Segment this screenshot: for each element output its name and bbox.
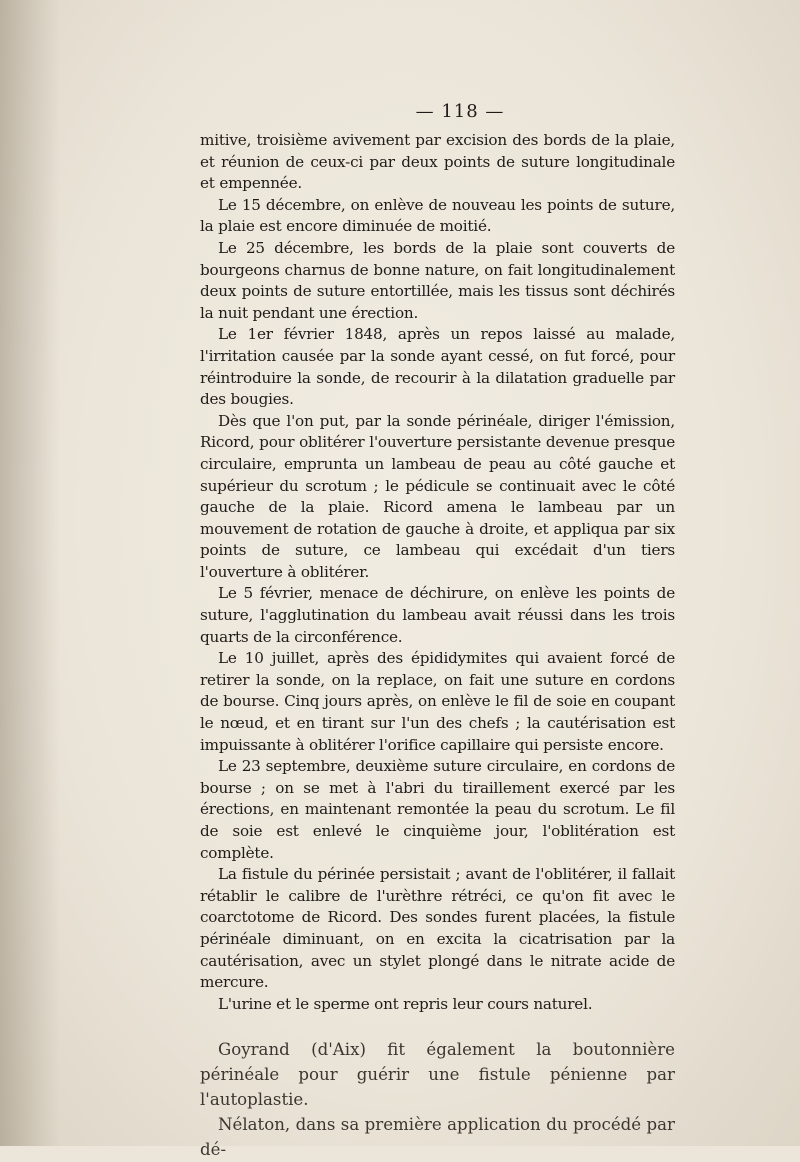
paragraph: Le 15 décembre, on enlève de nouveau les points de suture, la plaie est encore diminuée de moitié. [200, 195, 675, 236]
page-number: — 118 — [415, 101, 505, 122]
section-gap [200, 1015, 675, 1037]
text-block [200, 100, 675, 1162]
paragraph: Goyrand (d'Aix) fit également la boutonnière périnéale pour guérir une fistule pénienne par l'autoplastie. [200, 1040, 675, 1110]
gutter-shadow [0, 0, 60, 1146]
paragraph: Le 1er février 1848, après un repos laissé au malade, l'irritation causée par la sonde ayant cessé, on fut forcé, pour réintroduire la sonde, de recourir à la dilatation graduelle par des bougies. [200, 325, 675, 409]
paragraph: Le 23 septembre, deuxième suture circulaire, en cordons de bourse ; on se met à l'abri du tiraillement exercé par les érections, en maintenant remontée la peau du scrotum. Le fil de soie est enlevé le cinquième jour, l'oblitération est complète. [200, 757, 675, 862]
paragraph: Nélaton, dans sa première application du procédé par dé- [200, 1115, 675, 1160]
paragraph: Le 10 juillet, après des épididymites qui avaient forcé de retirer la sonde, on la replace, on fait une suture en cordons de bourse. Cinq jours après, on enlève le fil de soie en coupant le nœud, et en tirant sur l'un des chefs ; la cautérisation est impuissante à oblitérer l'orifice capillaire qui persiste encore. [200, 649, 675, 754]
paragraph: L'urine et le sperme ont repris leur cours naturel. [218, 994, 593, 1013]
paragraph: Dès que l'on put, par la sonde périnéale, diriger l'émission, Ricord, pour oblitérer l'ouverture persistante devenue presque circulaire, emprunta un lambeau de peau au côté gauche et supérieur du scrotum ; le pédicule se continuait avec le côté gauche de la plaie. Ricord amena le lambeau par un mouvement de rotation de gauche à droite, et appliqua par six points de suture, ce lambeau qui excédait d'un tiers l'ouverture à oblitérer. [200, 411, 675, 581]
paragraph: Le 5 février, menace de déchirure, on enlève les points de suture, l'agglutination du lambeau avait réussi dans les trois quarts de la circonférence. [200, 584, 675, 646]
paragraph: La fistule du périnée persistait ; avant de l'oblitérer, il fallait rétablir le calibre de l'urèthre rétréci, ce qu'on fit avec le coarctotome de Ricord. Des sondes furent placées, la fistule périnéale diminuant, on en excita la cicatrisation par la cautérisation, avec un stylet plongé dans le nitrate acide de mercure. [200, 865, 675, 992]
paragraph: Le 25 décembre, les bords de la plaie sont couverts de bourgeons charnus de bonne nature, on fait longitudinalement deux points de suture entortillée, mais les tissus sont déchirés la nuit pendant une érection. [200, 238, 675, 322]
paragraph: mitive, troisième avivement par excision des bords de la plaie, et réunion de ceux-ci par deux points de suture longitudinale et empennée. [200, 131, 675, 193]
